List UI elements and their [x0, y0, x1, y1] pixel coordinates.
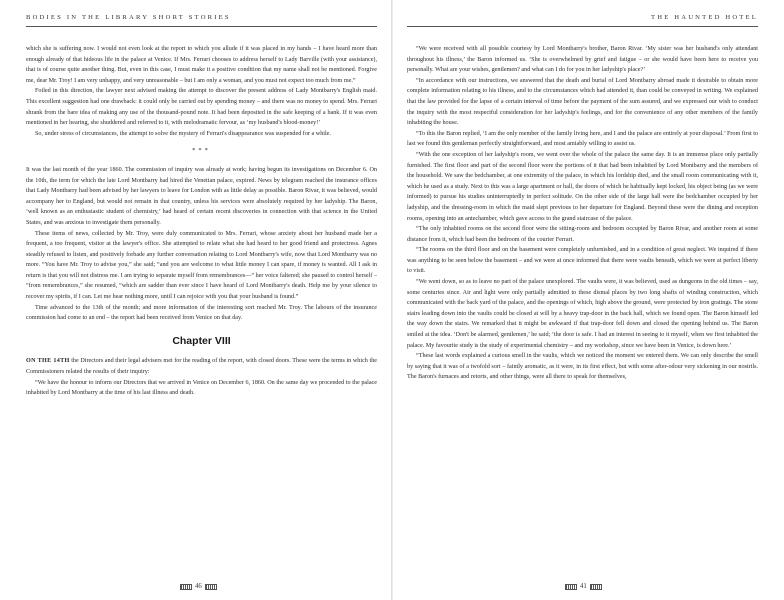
- page-number-left: [180, 583, 217, 590]
- right-page-body: [407, 44, 758, 383]
- left-page: [0, 0, 391, 600]
- paragraph: “We were received with all possible courtesy by Lord Montbarry's brother, Baron Rivar. ‘My sister was her husband's only attendant throughout his illness,’ the Baron informed us. ‘She is overwhelmed by grief and fatigue – or she would have been here to receive you personally. What are your wishes, gentlemen? and what can I do for you in her ladyship's place?’: [407, 46, 758, 74]
- paragraph: “We went down, so as to leave no part of the palace unexplored. The vaults were, it was believed, used as dungeons in the old times – say, some centuries since. Air and light were only partially admitted to these dismal places by two long shafts of winding construction, which communicated with the back yard of the palace, and the openings of which, high above the ground, were protected by iron gratings. The stone stairs leading down into the vaults could be closed at will by a heavy trap-door in the back hall, which we found open. The Baron himself led the way down the stairs. We remarked that it might be awkward if that trap-door fell down and closed the opening behind us. The Baron smiled at the idea. ‘Don't be alarmed, gentlemen,’ he said; ‘the door is safe. I had an interest in seeing to it myself, when we first inhabited the palace. My favourite study is the study of experimental chemistry – and my workshop, since we have been in Venice, is down here.’: [407, 279, 758, 349]
- paragraph: “To this the Baron replied, ‘I am the only member of the family living here, and I and the palace are entirely at your disposal.’ From first to last we found this gentleman perfectly straightforward, and most amiably willing to assist us.: [407, 130, 758, 148]
- chapter-title: Chapter VIII: [172, 334, 231, 347]
- paragraph: So, under stress of circumstances, the attempt to solve the mystery of Ferrari's disappearance was suspended for a while.: [35, 130, 331, 137]
- paragraph: “In accordance with our instructions, we answered that the death and burial of Lord Montbarry abroad made it desirable to obtain more complete information relating to his illness, and to the circumstances which had attended it, than could be conveyed in writing. We explained that the law provided for the lapse of a certain interval of time before the payment of the sum assured, and we expressed our wish to conduct the inquiry with the most respectful consideration for her ladyship's feelings, and for the convenience of any other members of the family inhabiting the house.: [407, 77, 758, 127]
- folio-ornament-icon: [590, 584, 602, 590]
- lead-paragraph-text: the Directors and their legal advisers met for the reading of the report, with closed doors. These were the terms in which the Commissioners related the results of their inquiry:: [26, 358, 377, 376]
- paragraph: It was the last month of the year 1860. The commission of inquiry was already at work; having begun its investigations on December 6. On the 10th, the term for which the late Lord Montbarry had hired the Venetian palace, expired. News by telegram reached the insurance offices that Lady Montbarry had been advised by her lawyers to leave for London with as little delay as possible. Baron Rivar, it was believed, would accompany her to England, but would not remain in that country, unless his services were absolutely required by her ladyship. The Baron, ‘well known as an enthusiastic student of chemistry,’ had heard of certain recent discoveries in connection with that science in the United States, and was anxious to investigate them personally.: [26, 166, 377, 226]
- page-number: 46: [195, 583, 202, 590]
- page-number: 41: [580, 583, 587, 590]
- running-head-left: BODIES IN THE LIBRARY SHORT STORIES: [26, 14, 231, 21]
- page-number-right: [565, 583, 602, 590]
- scene-break: ***: [192, 147, 211, 155]
- folio-ornament-icon: [180, 584, 192, 590]
- right-page: [393, 0, 784, 600]
- paragraph: “We have the honour to inform our Directors that we arrived in Venice on December 6, 1860. On the same day we proceeded to the palace inhabited by Lord Montbarry at the time of his last illness and death.: [26, 379, 377, 397]
- paragraph: “The rooms on the third floor and on the basement were completely unfurnished, and in a condition of great neglect. We inquired if there was anything to be seen below the basement – and we were at once informed that there were vaults beneath, which we were at perfect liberty to visit.: [407, 247, 758, 275]
- chapter-opening-paragraph: [26, 356, 377, 377]
- paragraph: “The only inhabited rooms on the second floor were the sitting-room and bedroom occupied by Baron Rivar, and another room at some distance from it, which had been the bedroom of the courier Ferrari.: [407, 226, 758, 243]
- paragraph: “These last words explained a curious smell in the vaults, which we noticed the moment we entered them. We can only describe the smell by saying that it was of a twofold sort – faintly aromatic, as it were, in its first effect, but with some after-odour very sickening in our nostrils. The Baron's furnaces and retorts, and other things, were all there to speak for themselves,: [407, 353, 758, 381]
- lead-in-words: ON THE 14TH: [26, 358, 70, 365]
- running-head-right: THE HAUNTED HOTEL: [651, 14, 758, 21]
- paragraph: Foiled in this direction, the lawyer next advised making the attempt to discover the present address of Lady Montbarry's English maid. This excellent suggestion had one drawback: it could only be carried out by spending money – and there was no money to spend. Mrs. Ferrari shrank from the bare idea of making any use of the thousand-pound note. It had been deposited in the safe keeping of a bank. If it was even mentioned in her hearing, she shuddered and referred to it, with melodramatic fervour, as ‘my husband's blood-money!’: [26, 88, 377, 127]
- folio-ornament-icon: [205, 584, 217, 590]
- left-page-body: [26, 44, 377, 399]
- paragraph: These items of news, collected by Mr. Troy, were duly communicated to Mrs. Ferrari, whose anxiety about her husband made her a frequent, a too frequent, visitor at the lawyer's office. She attempted to relate what she had heard to her good friend and protectress. Agnes steadily refused to listen, and positively forbade any further conversation relating to Lord Montbarry's wife, now that Lord Montbarry was no more. “You have Mr. Troy to advise you,” she said; “and you are welcome to what little money I can spare, if money is wanted. All I ask in return is that you will not distress me. I am trying to separate myself from remembrances—” her voice faltered; she paused to control herself – “from remembrances,” she resumed, “which are sadder than ever since I have heard of Lord Montbarry's death. Help me by your silence to recover my spirits, if I can. Let me hear nothing more, until I can rejoice with you that your husband is found.”: [26, 230, 377, 301]
- paragraph: which she is suffering now. I would not even look at the report to which you allude if it was placed in my hands – I have heard more than enough already of that hideous life in the palace at Venice. If Mrs. Ferrari chooses to address herself to Lady Barville (with your assistance), that is of course quite another thing. But, even in this case, I must make it a positive condition that my name shall not be mentioned. Forgive me, dear Mr. Troy! I am very unhappy, and very unreasonable – but I am only a woman, and you must not expect too much from me.”: [26, 46, 377, 84]
- paragraph: Time advanced to the 13th of the month; and more information of the interesting sort reached Mr. Troy. The labours of the insurance commission had come to an end – the report had been received from Venice on that day.: [26, 304, 377, 322]
- header-rule: [407, 26, 758, 27]
- header-rule: [26, 26, 377, 27]
- paragraph: “With the one exception of her ladyship's room, we went over the whole of the palace the same day. It is an immense place only partially furnished. The first floor and part of the second floor were the portions of it that had been inhabited by Lord Montbarry and the members of the household. We saw the bedchamber, at one extremity of the palace, in which his lordship died, and the small room communicating with it, which he used as a study. Next to this was a large apartment or hall, the doors of which he habitually kept locked, his object being (as we were informed) to pursue his studies uninterruptedly in perfect solitude. On the other side of the large hall were the bedchamber occupied by her ladyship, and the dressing-room in which the maid slept previous to her departure for England. Beyond these were the dining and reception rooms, opening into an antechamber, which gave access to the grand staircase of the palace.: [407, 151, 758, 222]
- folio-ornament-icon: [565, 584, 577, 590]
